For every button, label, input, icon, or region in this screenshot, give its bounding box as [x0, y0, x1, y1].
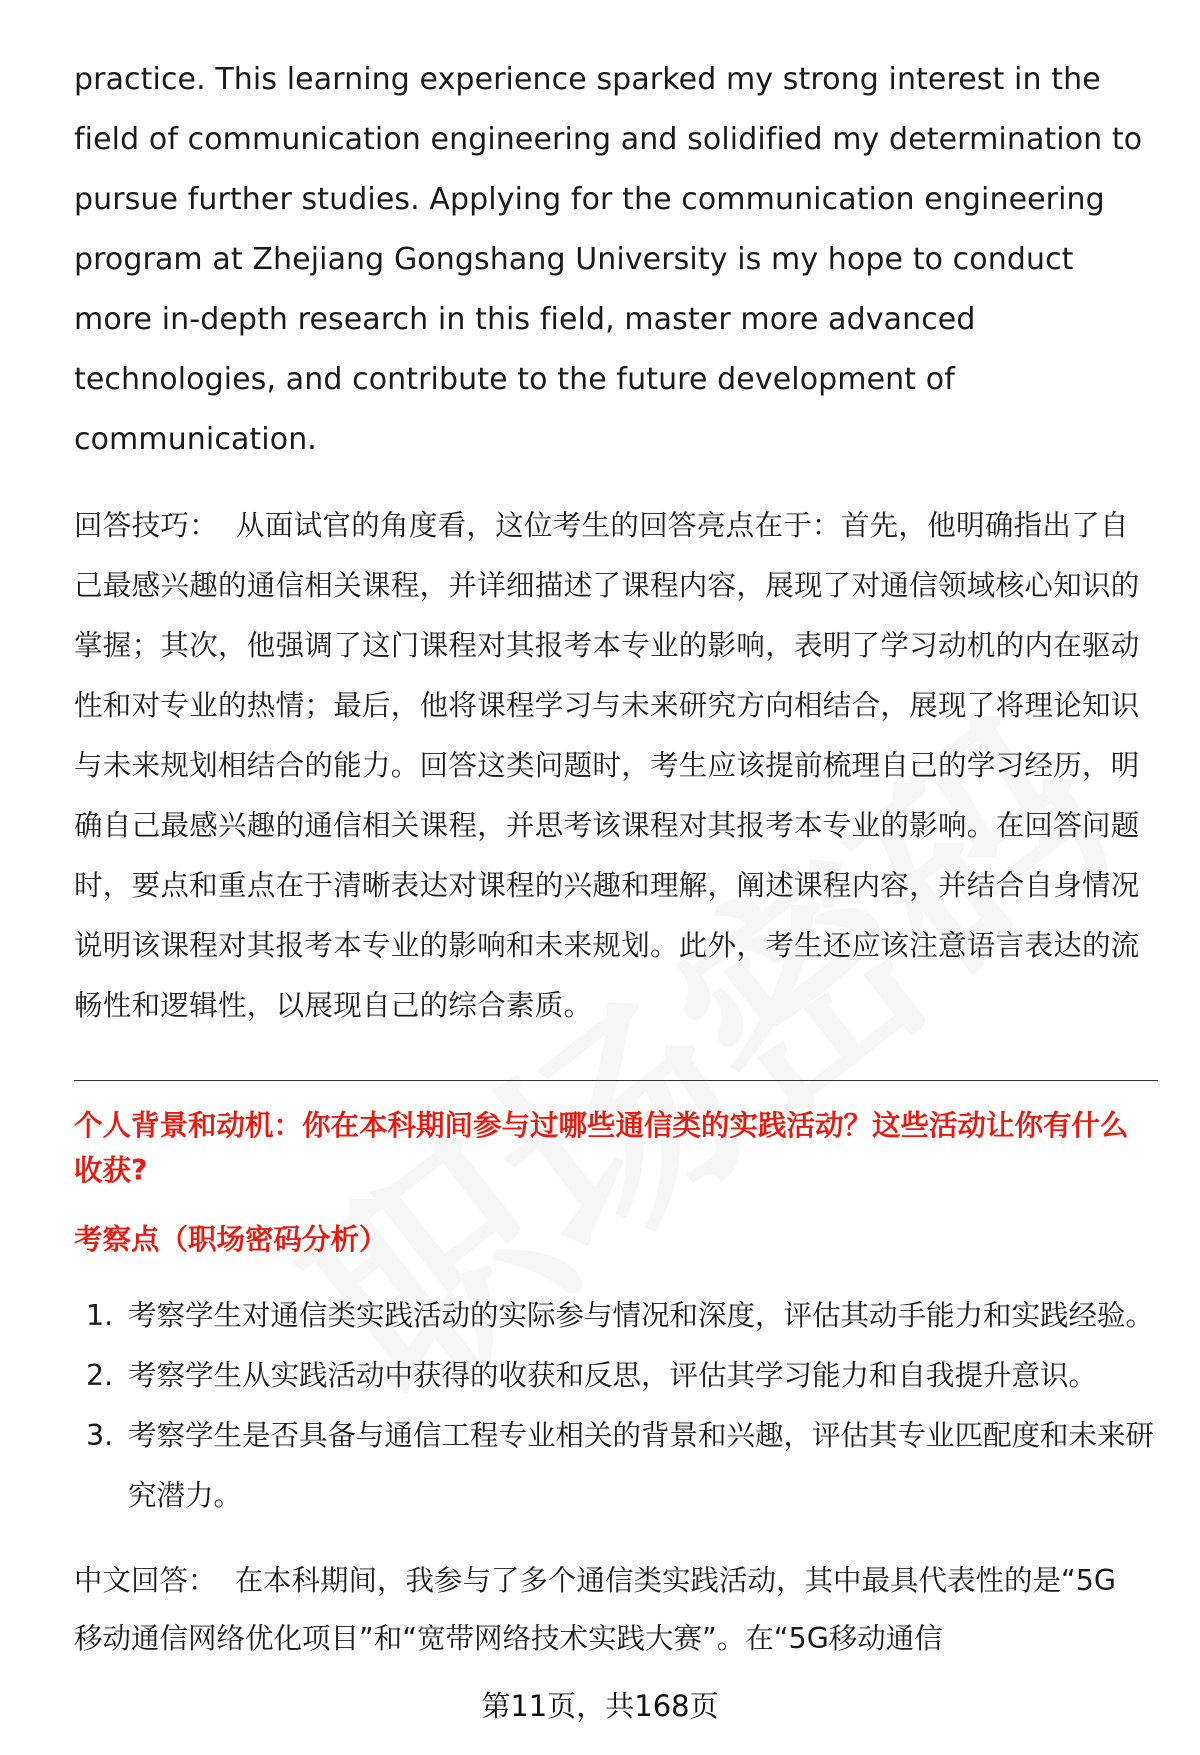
list-item-text: 考察学生对通信类实践活动的实际参与情况和深度，评估其动手能力和实践经验。 — [128, 1299, 1155, 1332]
page-number-footer: 第11页，共168页 — [481, 1689, 719, 1723]
tips-text: 从面试官的角度看，这位考生的回答亮点在于：首先，他明确指出了自己最感兴趣的通信相关课程，并详细描述了课程内容，展现了对通信领域核心知识的掌握；其次，他强调了这门课程对其报考本专业的影响，表明了学习动机的内在驱动性和对专业的热情；最后，他将课程学习与未来研究方向相结合，展现了将理论知识与未来规划相结合的能力。回答这类问题时，考生应该提前梳理自己的学习经历，明确自己最感兴趣的通信相关课程，并思考该课程对其报考本专业的影响。在回答问题时，要点和重点在于清晰表达对课程的兴趣和理解，阐述课程内容，并结合自身情况说明该课程对其报考本专业的影响和未来规划。此外，考生还应该注意语言表达的流畅性和逻辑性，以展现自己的综合素质。 — [74, 509, 1140, 1022]
chinese-answer-paragraph — [74, 1552, 1124, 1668]
assessment-subheading: 考察点（职场密码分析） — [74, 1223, 388, 1256]
tips-paragraph — [74, 496, 1154, 1036]
list-item-text: 考察学生从实践活动中获得的收获和反思，评估其学习能力和自我提升意识。 — [128, 1359, 1098, 1392]
list-item-number: 3. — [86, 1419, 114, 1452]
answer-text: 在本科期间，我参与了多个通信类实践活动，其中最具代表性的是“5G移动通信网络优化项目”和“宽带网络技术实践大赛”。在“5G移动通信 — [74, 1564, 1116, 1655]
english-paragraph: practice. This learning experience sparked my strong interest in the field of communication engineering and solidified my determination to pursue further studies. Applying for the communication engineering program at Zhejiang Gongshang University is my hope to conduct more in-depth research in this field, master more advanced technologies, and contribute to the future development of communication. — [74, 62, 1143, 457]
list-item — [74, 1286, 1154, 1346]
section-divider — [74, 1080, 1158, 1081]
list-item-number: 1. — [86, 1299, 114, 1332]
question-heading: 个人背景和动机：你在本科期间参与过哪些通信类的实践活动？这些活动让你有什么收获? — [74, 1109, 1129, 1187]
list-item-text: 考察学生是否具备与通信工程专业相关的背景和兴趣，评估其专业匹配度和未来研究潜力。 — [128, 1419, 1155, 1512]
list-item-number: 2. — [86, 1359, 114, 1392]
list-item — [74, 1346, 1154, 1406]
document-body — [74, 50, 1154, 1668]
tips-label: 回答技巧： — [74, 509, 219, 542]
list-item — [74, 1406, 1154, 1526]
assessment-points-list — [74, 1286, 1154, 1526]
answer-label: 中文回答： — [74, 1564, 217, 1597]
